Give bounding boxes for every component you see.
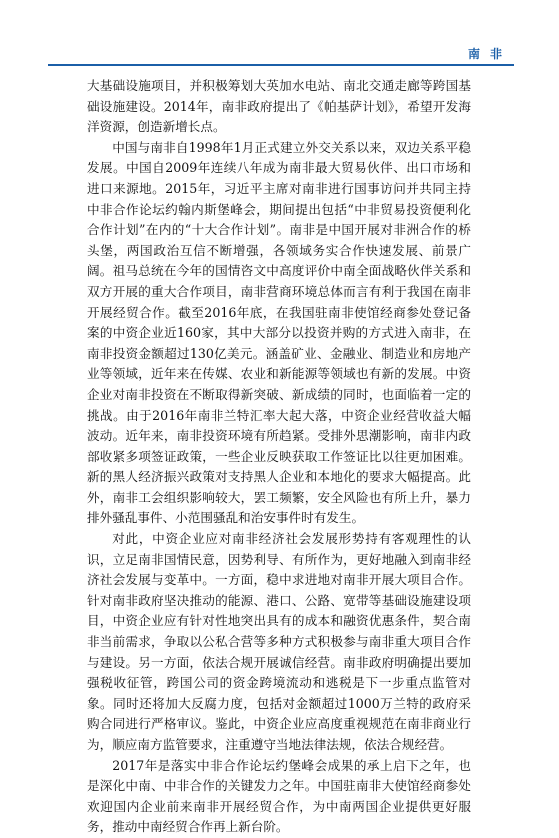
paragraph-continuation: 大基础设施项目，并积极筹划大英加水电站、南北交通走廊等跨国基础设施建设。2014年，南非政府提出了《帕基萨计划》，希望开发海洋资源，创造新增长点。 <box>87 78 471 135</box>
page-header <box>48 22 514 74</box>
paragraph-relations: 中国与南非自1998年1月正式建立外交关系以来，双边关系平稳发展。中国自2009年连续八年成为南非最大贸易伙伴、出口市场和进口来源地。2015年，习近平主席对南非进行国事访问并共同主持中非合作论坛约翰内斯堡峰会，期间提出包括“中非贸易投资便利化合作计划”在内的“十大合作计划”。南非是中国开展对非洲合作的桥头堡，两国政治互信不断增强，各领域务实合作快速发展、前景广阔。祖马总统在今年的国情咨文中高度评价中南全面战略伙伴关系和双方开展的重大合作项目，南非营商环境总体而言有利于我国在南非开展经贸合作。截至2016年底，在我国驻南非使馆经商参处登记备案的中资企业近160家，其中大部分以投资并购的方式进入南非，在南非投资金额超过130亿美元。涵盖矿业、金融业、制造业和房地产业等领域，近年来在传媒、农业和新能源等领域也有新的发展。中资企业对南非投资在不断取得新突破、新成绩的同时，也面临着一定的挑战。由于2016年南非兰特汇率大起大落，中资企业经营收益大幅波动。近年来，南非投资环境有所趋紧。受排外思潮影响，南非内政部收紧多项签证政策，一些企业反映获取工作签证比以往更加困难。新的黑人经济振兴政策对支持黑人企业和本地化的要求大幅提高。此外，南非工会组织影响较大，罢工频繁，安全风险也有所上升，暴力排外骚乱事件、小范围骚乱和治安事件时有发生。 <box>87 139 471 526</box>
paragraph-recommendations: 对此，中资企业应对南非经济社会发展形势持有客观理性的认识，立足南非国情民意，因势利导、有所作为，更好地融入到南非经济社会发展与变革中。一方面，稳中求进地对南非开展大项目合作。针对南非政府坚决推动的能源、港口、公路、宽带等基础设施建设项目，中资企业应有针对性地突出具有的成本和融资优惠条件，契合南非当前需求，争取以公私合营等多种方式积极参与南非重大项目合作与建设。另一方面，依法合规开展诚信经营。南非政府明确提出要加强税收征管，跨国公司的资金跨境流动和逃税是下一步重点监管对象。同时还将加大反腐力度，包括对金额超过1000万兰特的政府采购合同进行严格审议。鉴此，中资企业应高度重视规范在南非商业行为，顺应南方监管要求，注重遵守当地法律法规，依法合规经营。 <box>87 531 471 752</box>
section-title: 南非 <box>467 47 512 61</box>
body-text <box>87 76 471 838</box>
paragraph-outlook: 2017年是落实中非合作论坛约堡峰会成果的承上启下之年，也是深化中南、中非合作的关键发力之年。中国驻南非大使馆经商参处欢迎国内企业前来南非开展经贸合作，为中南两国企业提供更好服务，推动中南经贸合作再上新台阶。 <box>87 757 471 835</box>
header-divider <box>48 64 514 66</box>
